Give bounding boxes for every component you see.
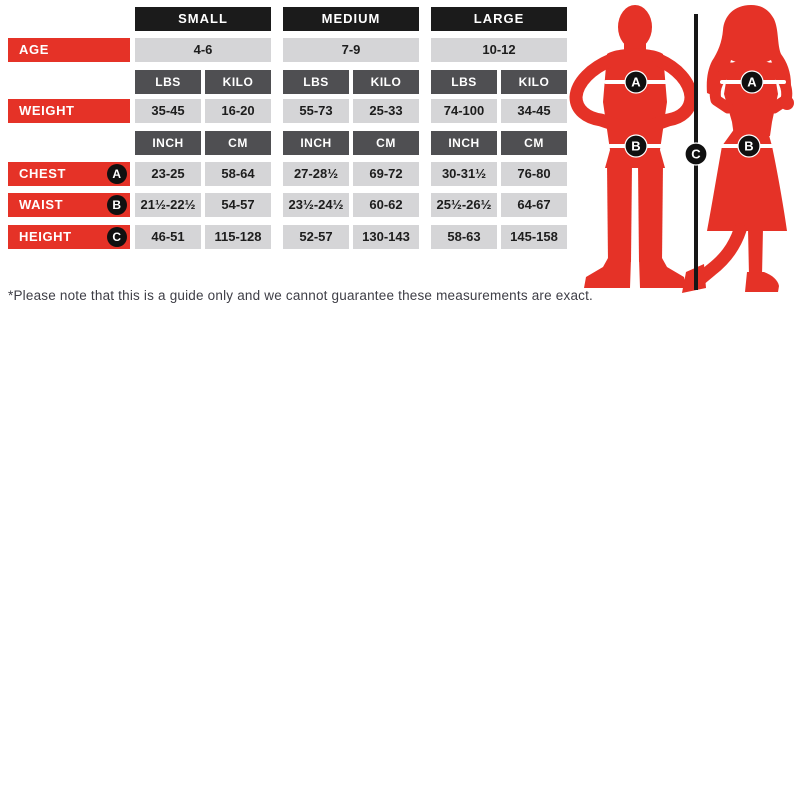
weight-row [8, 99, 567, 123]
age-medium: 7-9 [283, 38, 419, 62]
girl-marker-a-letter: A [747, 74, 757, 90]
weight-units-row [8, 70, 567, 94]
unit-kilo-large: KILO [501, 70, 567, 94]
chest-cm-medium: 69-72 [353, 162, 419, 186]
footnote-text: *Please note that this is a guide only and we cannot guarantee these measurements are exact. [8, 288, 594, 303]
unit-kilo-small: KILO [205, 70, 271, 94]
size-header-large: LARGE [431, 7, 567, 31]
girl-marker-b-letter: B [744, 138, 754, 154]
unit-cm-large: CM [501, 131, 567, 155]
unit-lbs-large: LBS [431, 70, 497, 94]
height-inch-large: 58-63 [431, 225, 497, 249]
weight-kilo-medium: 25-33 [353, 99, 419, 123]
weight-kilo-small: 16-20 [205, 99, 271, 123]
marker-c-letter: C [691, 146, 701, 162]
chest-inch-small: 23-25 [135, 162, 201, 186]
unit-cm-small: CM [205, 131, 271, 155]
weight-lbs-large: 74-100 [431, 99, 497, 123]
height-cm-large: 145-158 [501, 225, 567, 249]
size-header-small: SMALL [135, 7, 271, 31]
height-cm-medium: 130-143 [353, 225, 419, 249]
waist-inch-small: 21½-22½ [135, 193, 201, 217]
height-row-label [8, 225, 130, 249]
waist-label-text: WAIST [19, 197, 64, 212]
measurement-figures [558, 0, 798, 300]
marker-b-chip: B [107, 195, 127, 215]
waist-cm-small: 54-57 [205, 193, 271, 217]
height-row [8, 225, 567, 249]
weight-row-label: WEIGHT [8, 99, 130, 123]
age-large: 10-12 [431, 38, 567, 62]
height-inch-medium: 52-57 [283, 225, 349, 249]
age-small: 4-6 [135, 38, 271, 62]
unit-lbs-small: LBS [135, 70, 201, 94]
size-header-row [8, 7, 567, 31]
waist-row [8, 193, 567, 217]
unit-inch-large: INCH [431, 131, 497, 155]
age-row-label: AGE [8, 38, 130, 62]
chest-label-text: CHEST [19, 166, 67, 181]
chest-row-label [8, 162, 130, 186]
size-table [8, 7, 567, 249]
weight-lbs-small: 35-45 [135, 99, 201, 123]
unit-lbs-medium: LBS [283, 70, 349, 94]
chest-cm-small: 58-64 [205, 162, 271, 186]
waist-inch-large: 25½-26½ [431, 193, 497, 217]
waist-inch-medium: 23½-24½ [283, 193, 349, 217]
marker-a-chip: A [107, 164, 127, 184]
height-inch-small: 46-51 [135, 225, 201, 249]
unit-cm-medium: CM [353, 131, 419, 155]
size-header-medium: MEDIUM [283, 7, 419, 31]
unit-inch-small: INCH [135, 131, 201, 155]
weight-lbs-medium: 55-73 [283, 99, 349, 123]
height-label-text: HEIGHT [19, 229, 72, 244]
age-row [8, 38, 567, 62]
waist-cm-medium: 60-62 [353, 193, 419, 217]
weight-kilo-large: 34-45 [501, 99, 567, 123]
chest-cm-large: 76-80 [501, 162, 567, 186]
measure-units-row [8, 131, 567, 155]
chest-inch-large: 30-31½ [431, 162, 497, 186]
unit-kilo-medium: KILO [353, 70, 419, 94]
height-marker [685, 143, 707, 165]
boy-marker-b-letter: B [631, 138, 641, 154]
height-cm-small: 115-128 [205, 225, 271, 249]
unit-inch-medium: INCH [283, 131, 349, 155]
chest-inch-medium: 27-28½ [283, 162, 349, 186]
marker-c-chip: C [107, 227, 127, 247]
chest-row [8, 162, 567, 186]
waist-cm-large: 64-67 [501, 193, 567, 217]
waist-row-label [8, 193, 130, 217]
boy-marker-a-letter: A [631, 74, 641, 90]
